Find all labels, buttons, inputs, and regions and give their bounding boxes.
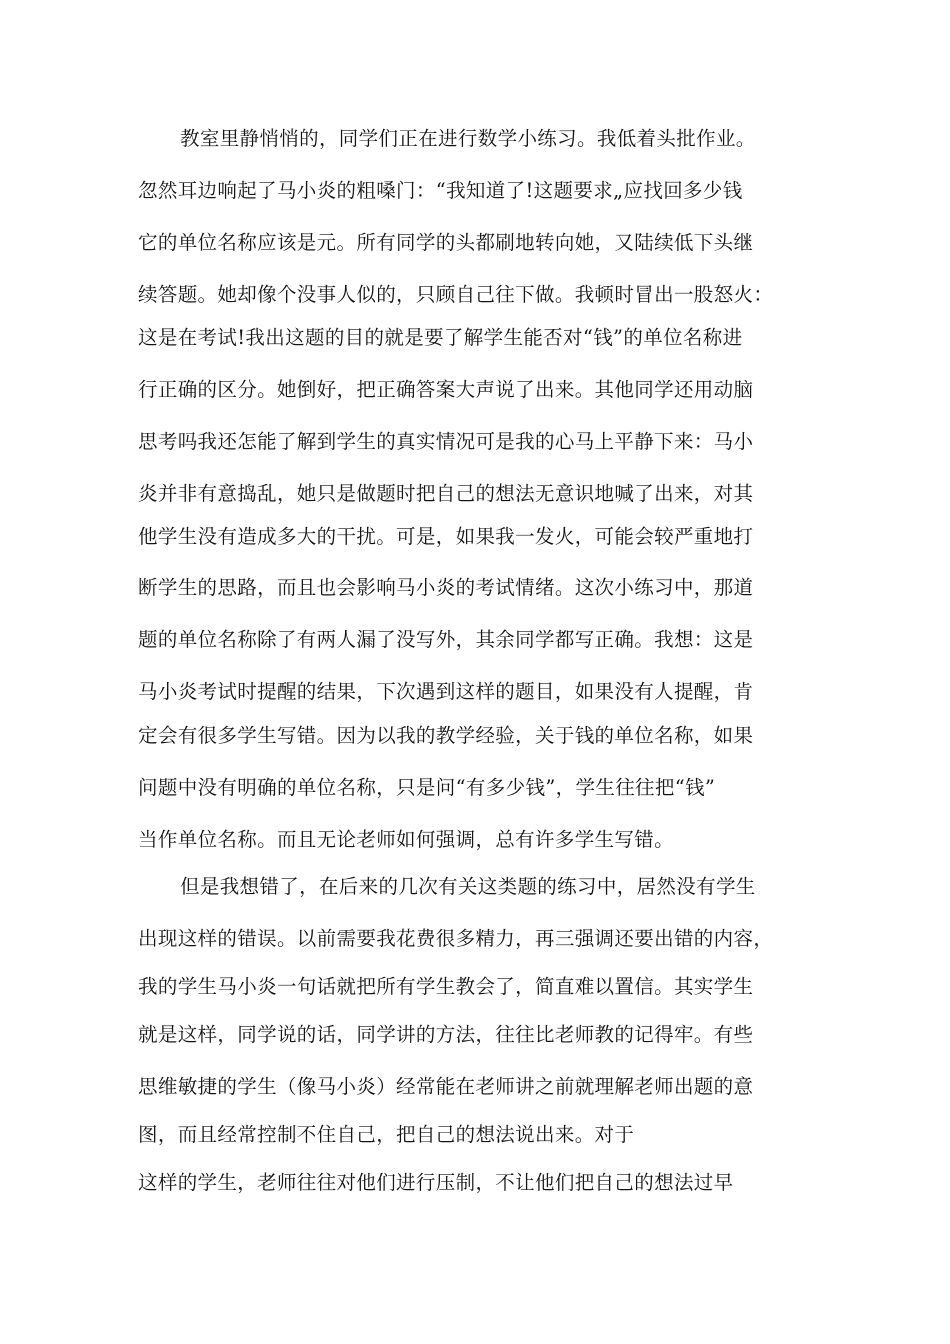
text-line: 思考吗我还怎能了解到学生的真实情况可是我的心马上平静下来：马小 — [138, 430, 754, 453]
text-line: 续答题。她却像个没事人似的，只顾自己往下做。我顿时冒出一股怒火： — [138, 283, 774, 306]
text-line: 图，而且经常控制不住自己，把自己的想法说出来。对于 — [138, 1123, 635, 1146]
text-line: 它的单位名称应该是元。所有同学的头都刷地转向她，又陆续低下头继 — [138, 231, 754, 254]
text-line: 教室里静悄悄的，同学们正在进行数学小练习。我低着头批作业。 — [180, 127, 756, 150]
text-line: 炎并非有意捣乱，她只是做题时把自己的想法无意识地喊了出来，对其 — [138, 482, 754, 505]
text-line: 这样的学生，老师往往对他们进行压制，不让他们把自己的想法过早 — [138, 1171, 734, 1194]
text-line: 断学生的思路，而且也会影响马小炎的考试情绪。这次小练习中，那道 — [138, 576, 754, 599]
text-line: 马小炎考试时提醒的结果，下次遇到这样的题目，如果没有人提醒，肯 — [138, 680, 754, 703]
text-line: 但是我想错了，在后来的几次有关这类题的练习中，居然没有学生 — [180, 875, 756, 898]
text-line: 我的学生马小炎一句话就把所有学生教会了，简直难以置信。其实学生 — [138, 975, 754, 998]
text-line: 思维敏捷的学生（像马小炎）经常能在老师讲之前就理解老师出题的意 — [138, 1075, 754, 1098]
text-line: 出现这样的错误。以前需要我花费很多精力，再三强调还要出错的内容， — [138, 927, 774, 950]
text-line: 这是在考试!我出这题的目的就是要了解学生能否对“钱”的单位名称进 — [138, 326, 743, 349]
text-line: 题的单位名称除了有两人漏了没写外，其余同学都写正确。我想：这是 — [138, 628, 754, 651]
text-line: 就是这样，同学说的话，同学讲的方法，往往比老师教的记得牢。有些 — [138, 1023, 754, 1046]
text-line: 问题中没有明确的单位名称，只是问“有多少钱”，学生往往把“钱” — [138, 776, 716, 799]
text-line: 行正确的区分。她倒好，把正确答案大声说了出来。其他同学还用动脑 — [138, 378, 754, 401]
text-line: 定会有很多学生写错。因为以我的教学经验，关于钱的单位名称，如果 — [138, 724, 754, 747]
text-line: 他学生没有造成多大的干扰。可是，如果我一发火，可能会较严重地打 — [138, 525, 754, 548]
text-line: 当作单位名称。而且无论老师如何强调，总有许多学生写错。 — [138, 828, 674, 851]
text-line: 忽然耳边响起了马小炎的粗嗓门：“我知道了!这题要求„应找回多少钱 — [138, 179, 743, 202]
